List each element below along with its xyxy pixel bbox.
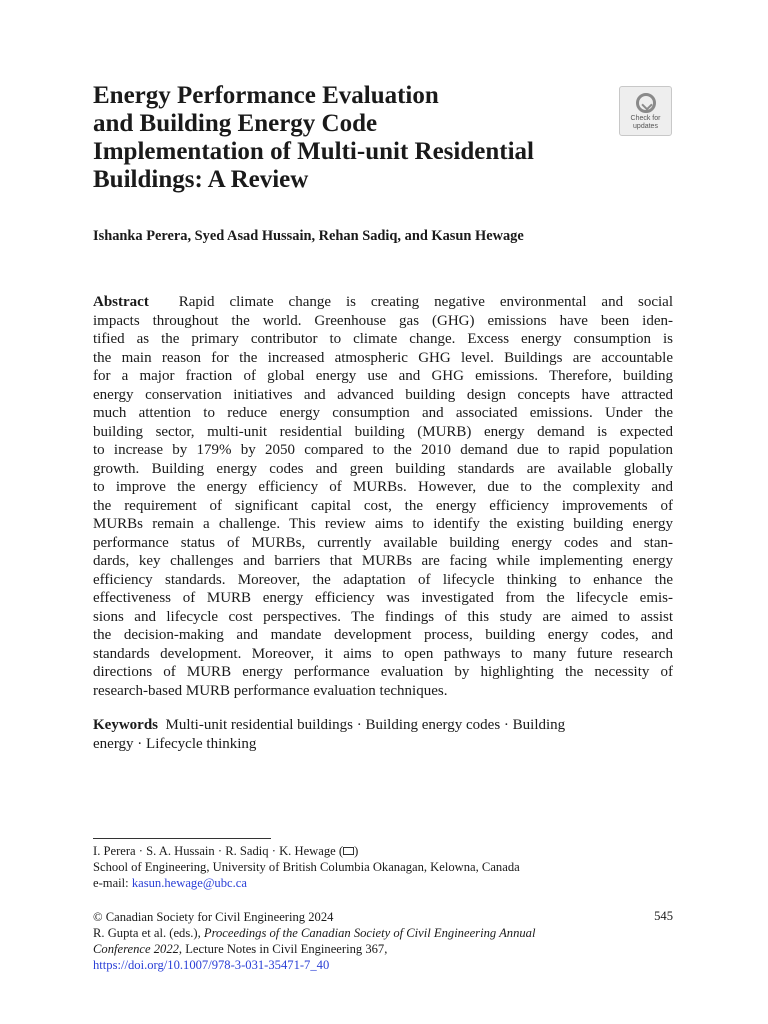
keywords xyxy=(93,716,673,754)
abstract-line: directions of MURB energy performance evaluation by highlighting the necessity of xyxy=(93,664,673,680)
email-link[interactable]: kasun.hewage@ubc.ca xyxy=(131,876,247,890)
keywords-line xyxy=(93,716,673,735)
abstract-line: to increase by 179% by 2050 compared to the 2010 demand due to rapid population xyxy=(93,442,673,458)
abstract-line: research-based MURB performance evaluation techniques. xyxy=(93,682,448,699)
author-list: Ishanka Perera, Syed Asad Hussain, Rehan Sadiq, and Kasun Hewage xyxy=(93,228,524,244)
abstract-label: Abstract xyxy=(93,294,149,310)
abstract-line: much attention to reduce energy consumption and associated emissions. Under the xyxy=(93,405,673,421)
email-label: e-mail: xyxy=(93,876,132,890)
citation-line1 xyxy=(93,925,535,941)
keywords-text: Multi-unit residential buildings · Building energy codes · Building xyxy=(165,717,566,733)
title-line: Energy Performance Evaluation xyxy=(93,82,439,109)
abstract-line: the main reason for the increased atmospheric GHG level. Buildings are accountable xyxy=(93,349,673,366)
badge-text-line2: updates xyxy=(633,123,658,130)
author-names-footnote xyxy=(93,843,358,859)
abstract-line: sions and lifecycle cost perspectives. The findings of this study are aimed to assist xyxy=(93,608,673,625)
abstract-line: efficiency standards. Moreover, the adaptation of lifecycle thinking to enhance the xyxy=(93,571,673,588)
abstract-line: energy conservation initiatives and advanced building design concepts have attracted xyxy=(93,386,673,403)
proceedings-title-end: Conference 2022 xyxy=(93,942,179,956)
doi-line xyxy=(93,957,329,973)
series: , Lecture Notes in Civil Engineering 367, xyxy=(178,942,388,956)
abstract xyxy=(93,293,673,700)
check-for-updates-icon xyxy=(636,93,656,113)
author-names-end: ) xyxy=(354,844,359,858)
affiliation: School of Engineering, University of British Columbia Okanagan, Kelowna, Canada xyxy=(93,860,520,874)
page-number: 545 xyxy=(654,909,673,923)
abstract-line: MURBs remain a challenge. This review aims to identify the existing building energy xyxy=(93,516,673,532)
abstract-text: Rapid climate change is creating negative environmental and social xyxy=(178,294,673,310)
keywords-line: energy · Lifecycle thinking xyxy=(93,736,257,752)
author-names: I. Perera · S. A. Hussain · R. Sadiq · K. Hewage ( xyxy=(93,844,344,858)
doi-link[interactable]: https://doi.org/10.1007/978-3-031-35471-7_40 xyxy=(93,958,330,972)
abstract-line: dards, key challenges and barriers that MURBs are facing while implementing energy xyxy=(93,553,673,569)
title-line: and Building Energy Code xyxy=(93,110,378,137)
abstract-line: growth. Building energy codes and green building standards are available globally xyxy=(93,460,673,477)
footnote-divider xyxy=(93,838,271,839)
abstract-line: impacts throughout the world. Greenhouse gas (GHG) emissions have been iden- xyxy=(93,312,673,329)
title-line: Implementation of Multi-unit Residential xyxy=(93,138,534,165)
badge-text-line1: Check for xyxy=(630,115,661,122)
keywords-label: Keywords xyxy=(93,717,158,733)
abstract-line: for a major fraction of global energy use and GHG emissions. Therefore, building xyxy=(93,368,673,384)
citation-line2 xyxy=(93,941,387,957)
abstract-line: effectiveness of MURB energy efficiency was investigated from the lifecycle emis- xyxy=(93,590,673,606)
paper-page xyxy=(93,0,673,1024)
paper-title xyxy=(93,82,603,194)
check-for-updates-badge[interactable] xyxy=(619,86,672,136)
copyright: © Canadian Society for Civil Engineering 2024 xyxy=(93,910,334,924)
abstract-line: tified as the primary contributor to climate change. Excess energy consumption is xyxy=(93,331,673,347)
email-line xyxy=(93,875,247,891)
abstract-line: the requirement of significant capital cost, the energy efficiency improvements of xyxy=(93,497,673,514)
abstract-line: the decision-making and mandate development process, building energy codes, and xyxy=(93,627,673,643)
citation-editors: R. Gupta et al. (eds.), xyxy=(93,926,204,940)
proceedings-title: Proceedings of the Canadian Society of Civil Engineering Annual xyxy=(203,926,536,940)
abstract-line: standards development. Moreover, it aims to open pathways to many future research xyxy=(93,645,673,662)
envelope-icon xyxy=(343,847,354,855)
abstract-line: building sector, multi-unit residential building (MURB) energy demand is expected xyxy=(93,423,673,440)
abstract-line: to improve the energy efficiency of MURBs. However, due to the complexity and xyxy=(93,479,673,495)
abstract-line: performance status of MURBs, currently available building energy codes and stan- xyxy=(93,534,673,551)
title-line: Buildings: A Review xyxy=(93,166,309,193)
abstract-line xyxy=(93,293,673,312)
